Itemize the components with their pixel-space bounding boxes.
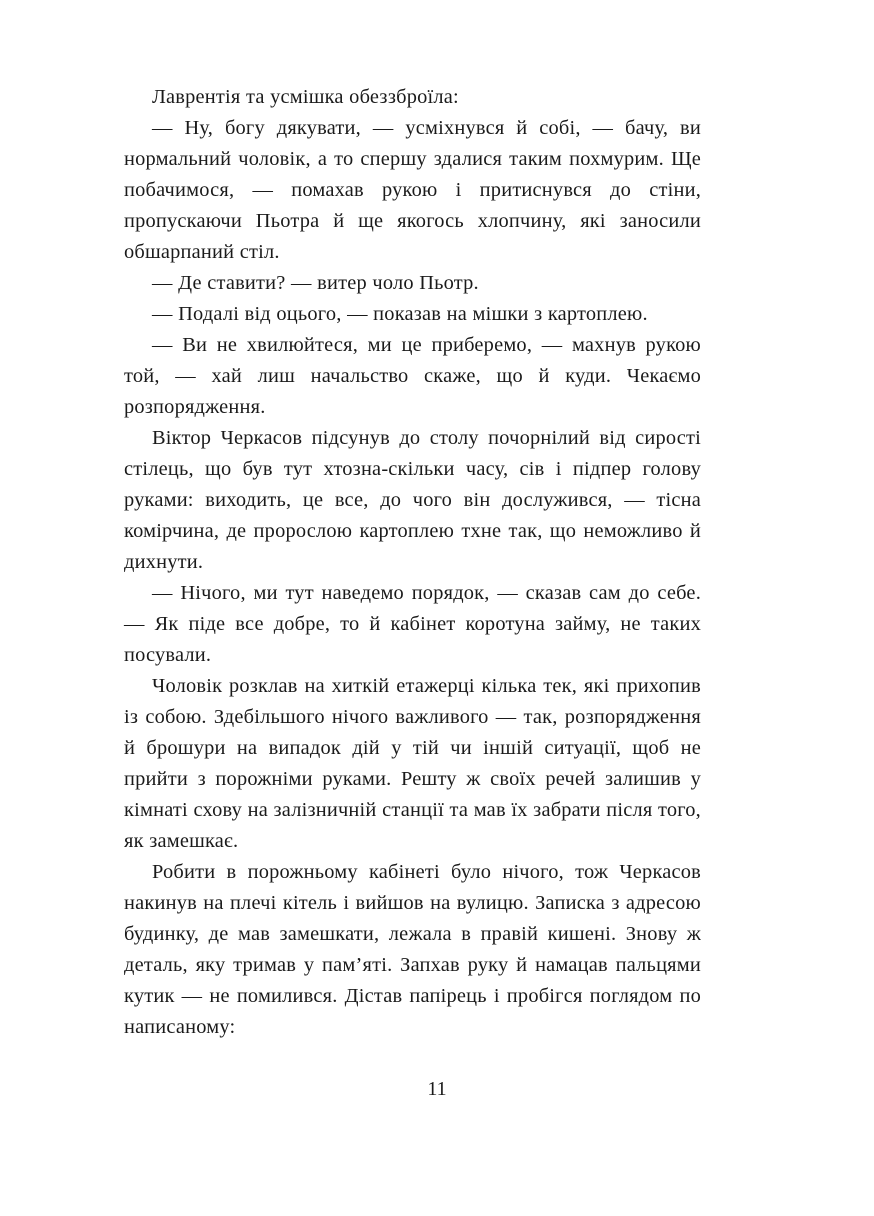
paragraph: — Ви не хвилюйтеся, ми це приберемо, — махнув рукою той, — хай лиш начальство скаже, що й куди. Чекаємо розпорядження. <box>124 334 701 418</box>
paragraph: — Подалі від оцього, — показав на мішки з картоплею. <box>152 303 648 325</box>
page-number: 11 <box>427 1078 447 1100</box>
paragraph: Чоловік розклав на хиткій етажерці кілька тек, які прихопив із собою. Здебільшого нічого важливого — так, розпорядження й брошури на випадок дій у тій чи іншій ситуації, щоб не прийти з порожніми руками. Решту ж своїх речей залишив у кімнаті схову на залізничній станції та мав їх забрати після того, як замешкає. <box>124 675 701 852</box>
paragraph: Лаврентія та усмішка обеззброїла: <box>152 86 459 108</box>
paragraph: — Нічого, ми тут наведемо порядок, — сказав сам до себе. — Як піде все добре, то й кабінет коротуна займу, не таких посували. <box>124 582 701 666</box>
paragraph: Віктор Черкасов підсунув до столу почорнілий від сирості стілець, що був тут хтозна-скільки часу, сів і підпер голову руками: виходить, це все, до чого він дослужився, — тісна комірчина, де пророслою картоплею тхне так, що неможливо й дихнути. <box>124 427 701 573</box>
paragraph: — Де ставити? — витер чоло Пьотр. <box>152 272 479 294</box>
paragraph: Робити в порожньому кабінеті було нічого, тож Черкасов накинув на плечі кітель і вийшов на вулицю. Записка з адресою будинку, де мав замешкати, лежала в правій кишені. Знову ж деталь, яку тримав у пам’яті. Запхав руку й намацав пальцями кутик — не помилився. Дістав папірець і пробігся поглядом по написаному: <box>124 861 701 1038</box>
body-text-block <box>124 82 701 1043</box>
paragraph: — Ну, богу дякувати, — усміхнувся й собі, — бачу, ви нормальний чоловік, а то спершу здалися таким похмурим. Ще побачимося, — помахав рукою і притиснувся до стіни, пропускаючи Пьотра й ще якогось хлопчину, які заносили обшарпаний стіл. <box>124 117 701 263</box>
